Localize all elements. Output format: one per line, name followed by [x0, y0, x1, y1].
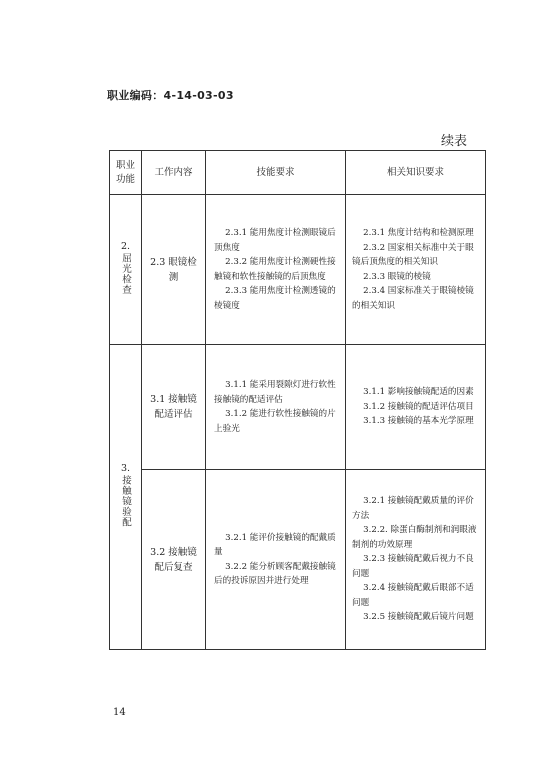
knowledge-item: 3.1.2 接触镜的配适评估项目	[363, 401, 474, 412]
knowledge-item: 3.2.5 接触镜配戴后镜片问题	[363, 612, 474, 623]
knowledge-item: 3.1.3 接触镜的基本光学原理	[363, 416, 474, 427]
skill-item: 3.1.1 能采用裂隙灯进行软性接触镜的配适评估	[214, 380, 336, 405]
knowledge-item: 2.3.2 国家相关标准中关于眼镜后顶焦度的相关知识	[352, 242, 474, 267]
function-number: 2.	[120, 241, 131, 252]
knowledge-item: 2.3.1 焦度计结构和检测原理	[363, 228, 474, 238]
skill-item: 3.2.2 能分析顾客配戴接触镜后的投诉原因并进行处理	[214, 561, 336, 586]
table-row	[110, 195, 486, 345]
function-name: 屈光检查	[120, 253, 131, 295]
knowledge-item: 3.2.2. 除蛋白酶制剂和润眼液制剂的功效原理	[352, 525, 477, 550]
knowledge-cell	[346, 470, 486, 650]
header-knowledge: 相关知识要求	[346, 151, 486, 195]
function-number: 3.	[120, 463, 131, 475]
skills-cell	[206, 195, 346, 345]
header-content: 工作内容	[142, 151, 206, 195]
continued-label: 续表	[441, 134, 468, 149]
occupation-code: 职业编码：4-14-03-03	[107, 89, 234, 102]
table-header-row	[110, 151, 486, 195]
skills-cell	[206, 345, 346, 470]
page-number: 14	[113, 707, 126, 718]
table-row	[110, 470, 486, 650]
skill-item: 3.2.1 能评价接触镜的配戴质量	[214, 532, 336, 557]
work-content: 3.2 接触镜配后复查	[142, 470, 206, 650]
skills-cell	[206, 470, 346, 650]
function-cell	[110, 195, 142, 345]
function-cell	[110, 345, 142, 650]
knowledge-item: 3.2.1 接触镜配戴质量的评价方法	[352, 496, 474, 521]
work-content: 3.1 接触镜配适评估	[142, 345, 206, 470]
knowledge-item: 3.2.3 接触镜配戴后视力不良问题	[352, 554, 474, 579]
knowledge-item: 3.1.1 影响接触镜配适的因素	[363, 387, 474, 398]
knowledge-item: 3.2.4 接触镜配戴后眼部不适问题	[352, 583, 474, 608]
skill-item: 2.3.1 能用焦度计检测眼镜后顶焦度	[214, 228, 336, 253]
skill-item: 2.3.2 能用焦度计检测硬性接触镜和软性接触镜的后顶焦度	[214, 257, 336, 282]
knowledge-cell	[346, 345, 486, 470]
skill-item: 3.1.2 能进行软性接触镜的片上验光	[214, 409, 336, 434]
knowledge-item: 2.3.4 国家标准关于眼镜棱镜的相关知识	[352, 286, 474, 311]
header-function: 职业功能	[110, 151, 142, 195]
skill-item: 2.3.3 能用焦度计检测透镜的棱镜度	[214, 286, 336, 311]
work-content: 2.3 眼镜检测	[142, 195, 206, 345]
knowledge-item: 2.3.3 眼镜的棱镜	[363, 271, 431, 282]
requirements-table	[109, 150, 486, 650]
table-row	[110, 345, 486, 470]
function-name: 接触镜验配	[120, 475, 131, 528]
header-skills: 技能要求	[206, 151, 346, 195]
knowledge-cell	[346, 195, 486, 345]
